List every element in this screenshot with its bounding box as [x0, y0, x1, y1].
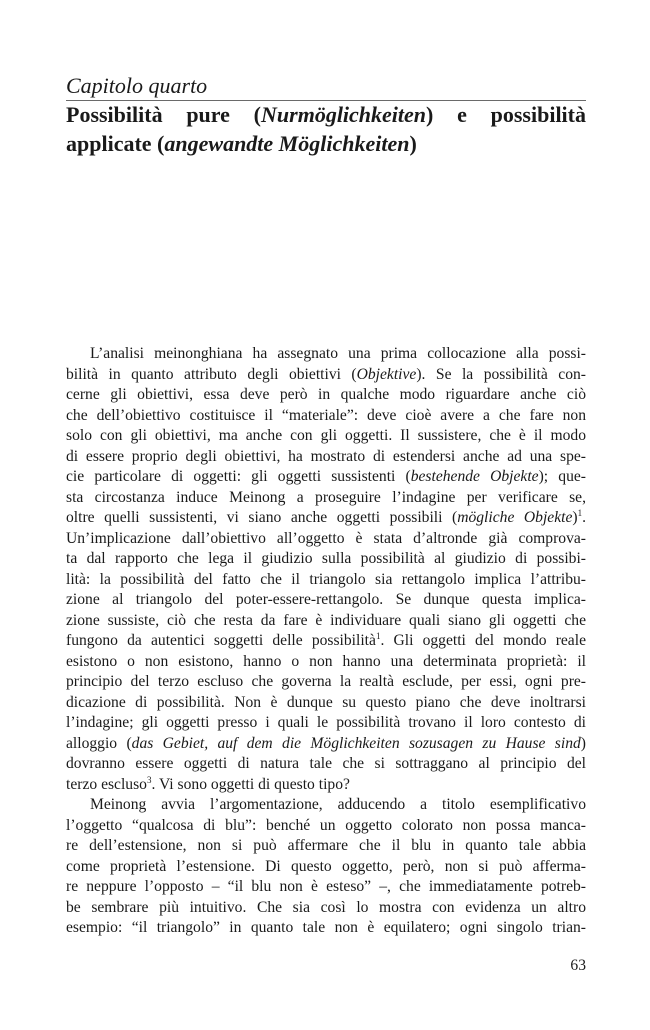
- body-text: [66, 344, 586, 939]
- text-line: zione sussiste, ciò che resta da fare è individuare quali siano gli oggetti che: [66, 611, 586, 629]
- text-line: sta circostanza induce Meinong a proseguire l’indagine per verificare se,: [66, 488, 586, 506]
- footnote-ref[interactable]: 1: [577, 508, 583, 518]
- chapter-title: [66, 100, 586, 158]
- text-line: che dell’obiettivo costituisce il “materiale”: deve cioè avere a che fare non: [66, 406, 586, 424]
- chapter-title-line-1: Possibilità pure (Nurmöglichkeiten) e possibilità: [66, 102, 586, 127]
- text-line: principio del terzo escluso che governa la realtà esclude, per essi, ogni pre-: [66, 673, 586, 690]
- footnote-ref[interactable]: 3: [146, 774, 152, 785]
- text-line: come proprietà l’estensione. Di questo oggetto, però, non si può afferma-: [66, 857, 586, 875]
- text-line: lità: la possibilità del fatto che il triangolo sia rettangolo implica l’attribu-: [66, 570, 586, 588]
- text-line: terzo escluso$^3$. Vi sono oggetti di questo tipo?: [66, 774, 350, 793]
- text-line: dovranno essere oggetti di natura tale che si sottraggano al principio del: [66, 755, 586, 772]
- document-page: [66, 0, 586, 1030]
- text-line: oltre quelli sussistenti, vi siano anche oggetti possibili (mögliche Objekte)$^1$.: [66, 508, 586, 526]
- text-line: be sembrare più intuitivo. Che sia così lo mostra con evidenza un altro: [66, 898, 586, 916]
- text-line: esempio: “il triangolo” in quanto tale non è equilatero; ogni singolo trian-: [66, 919, 586, 936]
- text-line: di essere proprio degli obiettivi, ha mostrato di estendersi anche ad una spe-: [66, 447, 586, 465]
- text-line: alloggio (das Gebiet, auf dem die Möglichkeiten sozusagen zu Hause sind): [66, 734, 586, 752]
- text-line: l’oggetto “qualcosa di blu”: benché un oggetto colorato non possa manca-: [66, 816, 586, 834]
- text-line: Meinong avvia l’argomentazione, adducendo a titolo esemplificativo: [90, 796, 586, 813]
- text-line: dicazione di possibilità. Non è dunque su questo piano che deve inoltrarsi: [66, 693, 586, 711]
- text-line: cerne gli obiettivi, essa deve però in qualche modo riguardare anche ciò: [66, 386, 586, 403]
- text-line: zione al triangolo del poter-essere-rettangolo. Se dunque questa implica-: [66, 591, 586, 608]
- text-line: L’analisi meinonghiana ha assegnato una prima collocazione alla possi-: [90, 345, 586, 362]
- footnote-ref[interactable]: 1: [375, 631, 381, 641]
- text-line: re dell’estensione, non si può affermare che il blu in quanto tale abbia: [66, 837, 586, 854]
- text-line: Un’implicazione dall’obiettivo all’oggetto è stata d’altronde già comprova-: [66, 529, 586, 547]
- chapter-title-line-2: applicate (angewandte Möglichkeiten): [66, 131, 417, 156]
- chapter-label: Capitolo quarto: [66, 73, 208, 98]
- text-line: cie particolare di oggetti: gli oggetti sussistenti (bestehende Objekte); que-: [66, 468, 586, 485]
- text-line: re neppure l’opposto – “il blu non è esteso” –, che immediatamente potreb-: [66, 878, 586, 895]
- text-line: ta dal rapporto che lega il giudizio sulla possibilità al giudizio di possibi-: [66, 550, 586, 567]
- text-line: esistono o non esistono, hanno o non hanno una determinata proprietà: il: [66, 652, 586, 670]
- text-line: l’indagine; gli oggetti presso i quali le possibilità trovano il loro contesto di: [66, 714, 586, 731]
- text-line: fungono da autentici soggetti delle possibilità$^1$. Gli oggetti del mondo reale: [66, 631, 586, 649]
- page-number: 63: [570, 957, 586, 974]
- text-line: solo con gli obiettivi, ma anche con gli oggetti. Il sussistere, che è il modo: [66, 427, 586, 444]
- text-line: bilità in quanto attributo degli obiettivi (Objektive). Se la possibilità con-: [66, 365, 586, 383]
